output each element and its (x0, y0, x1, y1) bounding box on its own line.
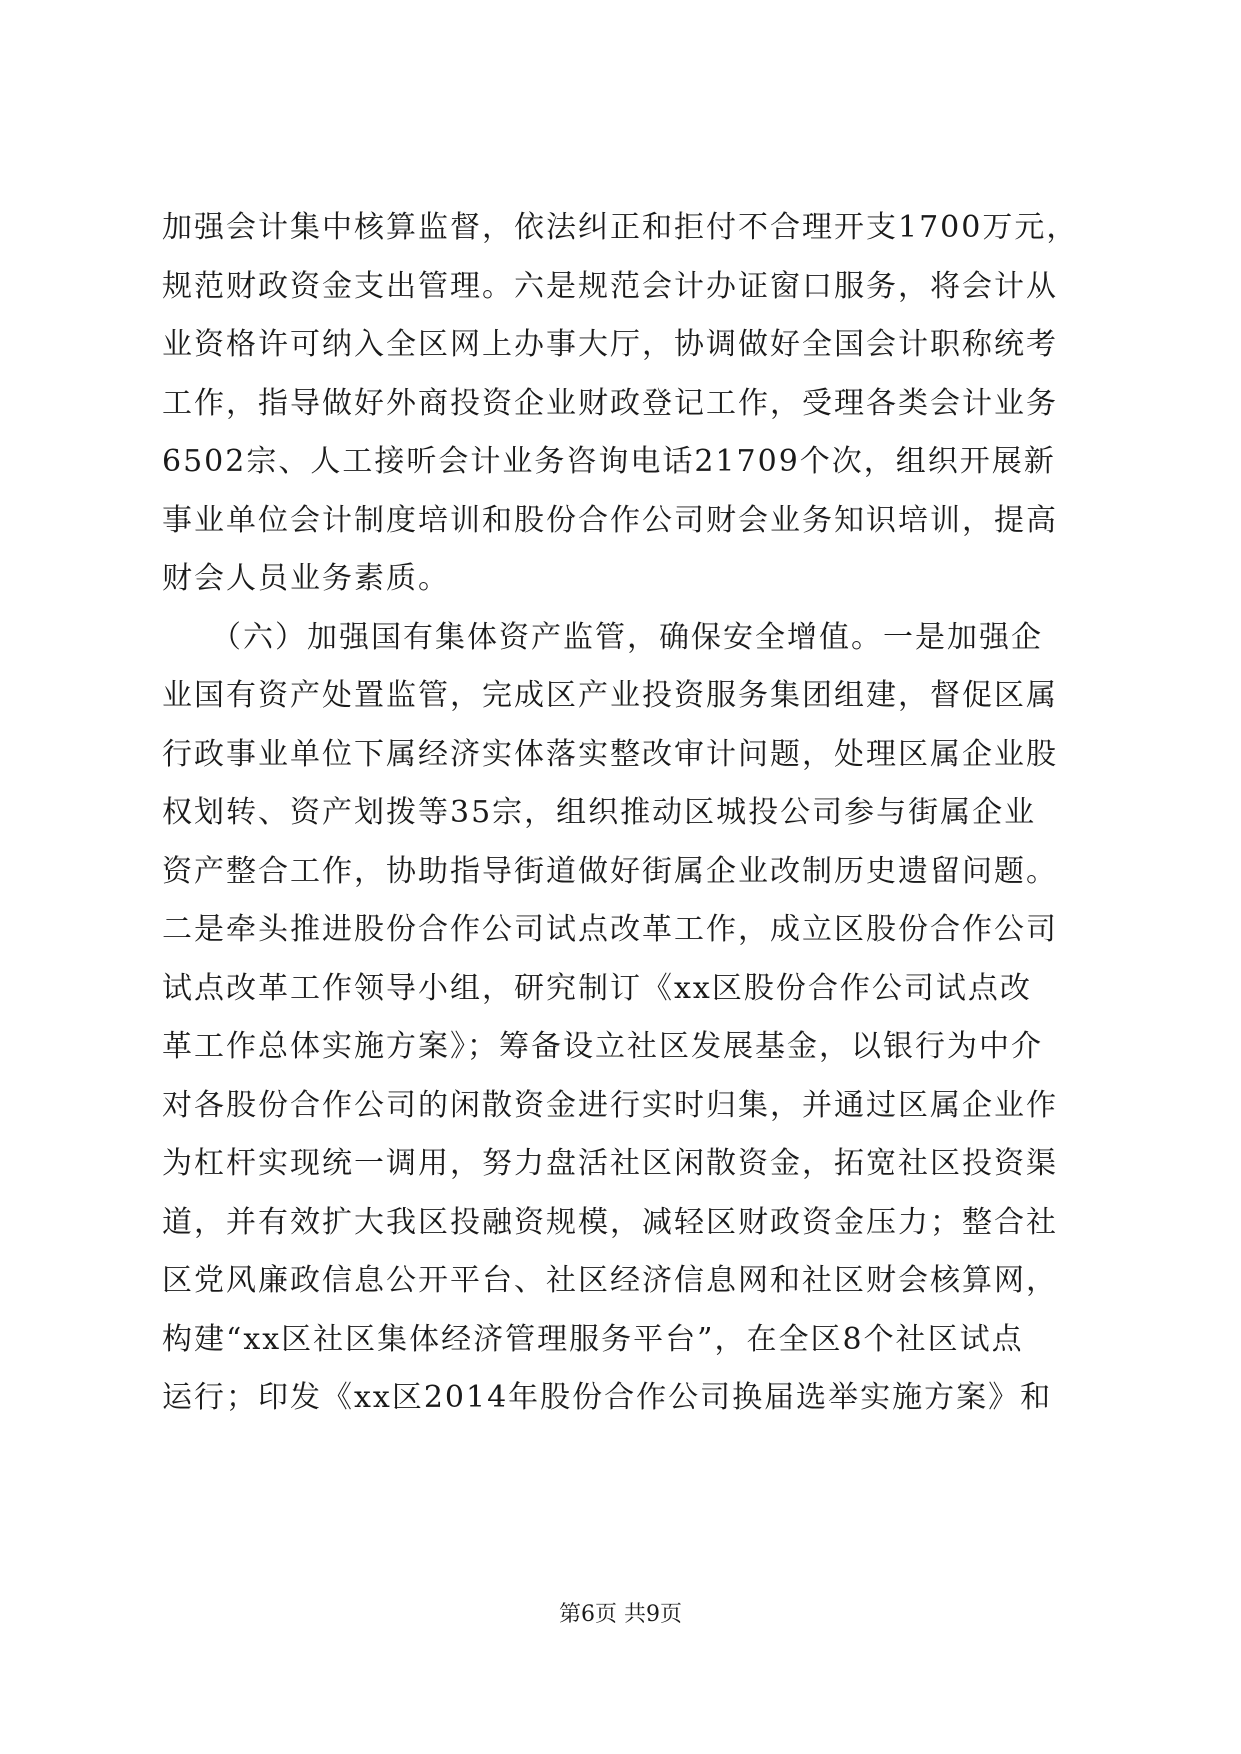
text-line: 革工作总体实施方案》；筹备设立社区发展基金，以银行为中介 (162, 1029, 1043, 1064)
text-line: （六）加强国有集体资产监管，确保安全增值。一是加强企 (162, 619, 1043, 655)
page-number: 第6页 共9页 (559, 1602, 682, 1627)
text-line: 构建“xx区社区集体经济管理服务平台”，在全区8个社区试点 (162, 1321, 1024, 1357)
text-line: 财会人员业务素质。 (162, 561, 450, 596)
text-line: 业资格许可纳入全区网上办事大厅，协调做好全国会计职称统考 (162, 327, 1058, 362)
text-line: 行政事业单位下属经济实体落实整改审计问题，处理区属企业股 (162, 736, 1058, 772)
text-line: 二是牵头推进股份合作公司试点改革工作，成立区股份合作公司 (162, 912, 1058, 947)
text-line: 6502宗、人工接听会计业务咨询电话21709个次，组织开展新 (162, 444, 1056, 479)
text-line: 事业单位会计制度培训和股份合作公司财会业务知识培训，提高 (162, 502, 1058, 538)
text-line: 道，并有效扩大我区投融资规模，减轻区财政资金压力；整合社 (162, 1204, 1058, 1240)
text-line: 运行；印发《xx区2014年股份合作公司换届选举实施方案》和 (162, 1380, 1053, 1415)
text-line: 试点改革工作领导小组，研究制订《xx区股份合作公司试点改 (162, 970, 1032, 1006)
text-line: 工作，指导做好外商投资企业财政登记工作，受理各类会计业务 (162, 385, 1058, 421)
text-line: 区党风廉政信息公开平台、社区经济信息网和社区财会核算网， (162, 1263, 1058, 1298)
text-line: 加强会计集中核算监督，依法纠正和拒付不合理开支1700万元， (162, 210, 1079, 245)
text-line: 业国有资产处置监管，完成区产业投资服务集团组建，督促区属 (162, 678, 1058, 713)
body-text (162, 199, 1082, 1428)
text-line: 对各股份合作公司的闲散资金进行实时归集，并通过区属企业作 (162, 1087, 1058, 1123)
text-line: 资产整合工作，协助指导街道做好街属企业改制历史遗留问题。 (162, 853, 1058, 889)
text-line: 权划转、资产划拨等35宗，组织推动区城投公司参与街属企业 (162, 795, 1037, 830)
text-line: 规范财政资金支出管理。六是规范会计办证窗口服务，将会计从 (162, 268, 1058, 304)
text-line: 为杠杆实现统一调用，努力盘活社区闲散资金，拓宽社区投资渠 (162, 1146, 1058, 1181)
